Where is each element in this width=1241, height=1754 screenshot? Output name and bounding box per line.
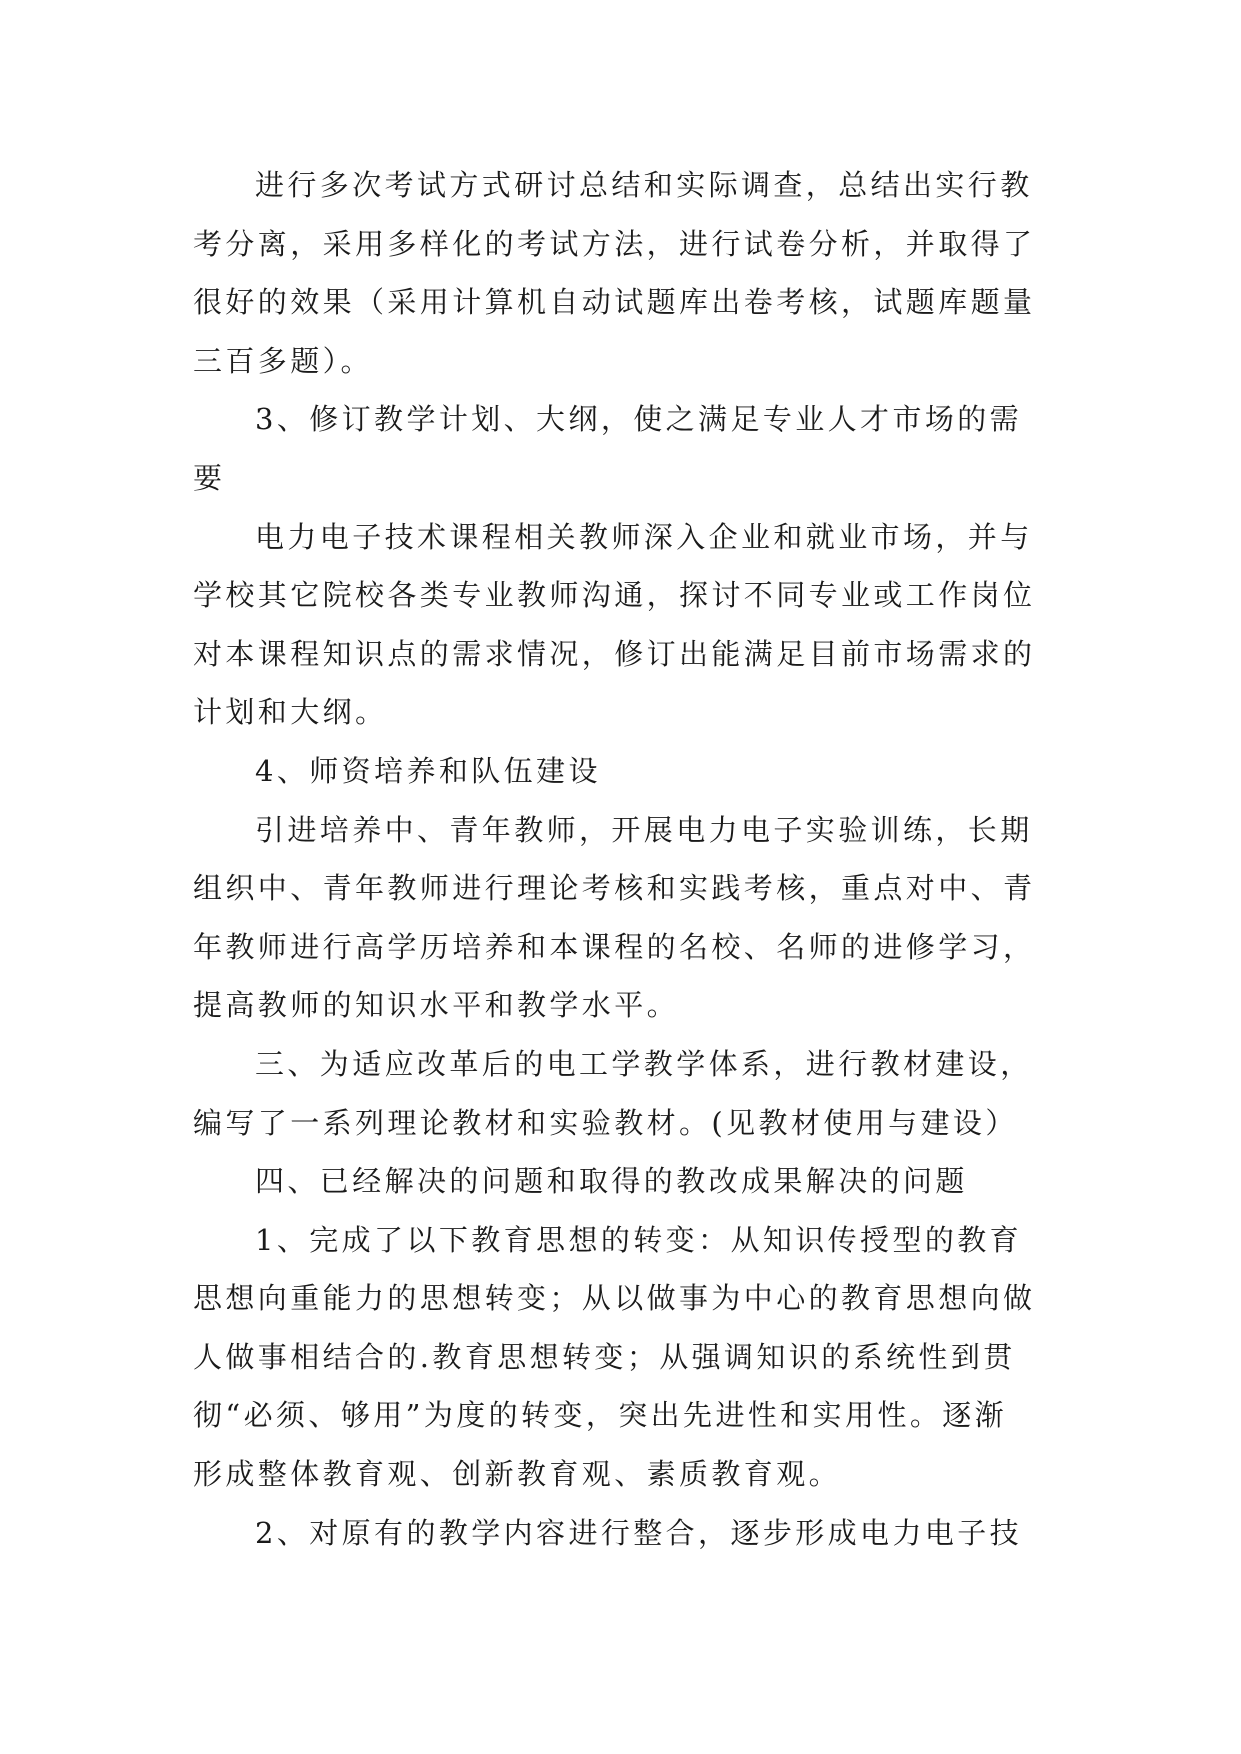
text-line: 三百多题）。 (193, 343, 373, 378)
text-line: 进行多次考试方式研讨总结和实际调查，总结出实行教 (255, 168, 1033, 202)
text-line: 很好的效果（采用计算机自动试题库出卷考核，试题库题量 (193, 285, 1036, 320)
text-line: 形成整体教育观、创新教育观、素质教育观。 (193, 1457, 842, 1492)
text-line: 2、对原有的教学内容进行整合，逐步形成电力电子技 (255, 1515, 1023, 1550)
text-line: 电力电子技术课程相关教师深入企业和就业市场，并与 (255, 519, 1033, 554)
document-body (193, 156, 1055, 1562)
text-line: 组织中、青年教师进行理论考核和实践考核，重点对中、青 (193, 871, 1036, 906)
text-line: 3、修订教学计划、大纲，使之满足专业人才市场的需 (255, 402, 1023, 437)
text-line: 思想向重能力的思想转变；从以做事为中心的教育思想向做 (193, 1281, 1036, 1316)
text-line: 引进培养中、青年教师，开展电力电子实验训练，长期 (255, 812, 1033, 847)
text-line: 4、师资培养和队伍建设 (255, 753, 601, 788)
text-line: 对本课程知识点的需求情况，修订出能满足目前市场需求的 (193, 636, 1036, 671)
text-line: 人做事相结合的.教育思想转变；从强调知识的系统性到贯 (193, 1339, 1016, 1374)
text-line: 年教师进行高学历培养和本课程的名校、名师的进修学习， (193, 929, 1036, 964)
text-line: 1、完成了以下教育思想的转变：从知识传授型的教育 (255, 1222, 1023, 1257)
text-line: 提高教师的知识水平和教学水平。 (193, 988, 680, 1023)
text-line: 计划和大纲。 (193, 695, 388, 730)
text-line: 编写了一系列理论教材和实验教材。(见教材使用与建设） (193, 1105, 1018, 1140)
text-line: 学校其它院校各类专业教师沟通，探讨不同专业或工作岗位 (193, 578, 1036, 613)
text-line: 三、为适应改革后的电工学教学体系，进行教材建设， (255, 1046, 1033, 1081)
text-line: 考分离，采用多样化的考试方法，进行试卷分析，并取得了 (193, 226, 1036, 261)
text-line: 要 (193, 460, 226, 495)
text-line: 彻“必须、够用”为度的转变，突出先进性和实用性。逐渐 (193, 1398, 1008, 1433)
text-line: 四、已经解决的问题和取得的教改成果解决的问题 (255, 1164, 968, 1199)
